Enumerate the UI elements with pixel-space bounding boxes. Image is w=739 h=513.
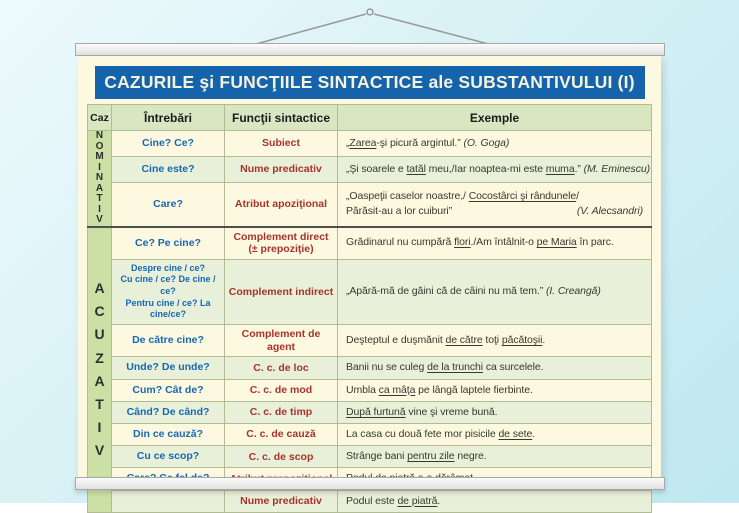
example-cell: Grădinarul nu cumpără flori./Am întâlnit-o pe Maria în parc. — [338, 227, 652, 260]
example-cell: Umbla ca mâţa pe lângă laptele fierbinte. — [338, 379, 652, 401]
table-row — [88, 357, 652, 379]
function-cell: Complement de agent — [225, 325, 338, 357]
top-hanger-rod — [75, 43, 665, 56]
example-cell: „Oaspeţii caselor noastre,/ Cocostârci şi rândunele/ Părăsit-au a lor cuiburi” (V. Alecsandri) — [338, 182, 652, 226]
function-cell: C. c. de cauză — [225, 423, 338, 445]
poster-title: CAZURILE şi FUNCŢIILE SINTACTICE ale SUBSTANTIVULUI (I) — [95, 66, 645, 99]
grammar-poster — [78, 56, 661, 507]
question-cell: Cine este? — [112, 156, 225, 182]
header-questions: Întrebări — [112, 105, 225, 131]
function-cell: C. c. de scop — [225, 446, 338, 468]
question-cell: Cine? Ce? — [112, 131, 225, 157]
table-row — [88, 446, 652, 468]
table-row — [88, 423, 652, 445]
cases-table — [87, 104, 652, 513]
question-cell — [112, 490, 225, 512]
bottom-hanger-rod — [75, 477, 665, 490]
function-cell: C. c. de loc — [225, 357, 338, 379]
table-row — [88, 182, 652, 226]
section-nominativ — [88, 131, 652, 227]
example-author: (V. Alecsandri) — [576, 205, 643, 218]
function-cell: Atribut apoziţional — [225, 182, 338, 226]
question-cell: Din ce cauză? — [112, 423, 225, 445]
table-row — [88, 379, 652, 401]
question-cell: Când? De când? — [112, 401, 225, 423]
function-cell: Complement indirect — [225, 259, 338, 324]
question-cell: Care? — [112, 182, 225, 226]
example-cell: „Apără-mă de găini că de câini nu mă tem.” (I. Creangă) — [338, 259, 652, 324]
function-cell: Complement direct (± prepoziţie) — [225, 227, 338, 260]
function-cell: Subiect — [225, 131, 338, 157]
function-cell: Nume predicativ — [225, 156, 338, 182]
header-functions: Funcţii sintactice — [225, 105, 338, 131]
section-acuzativ — [88, 227, 652, 513]
example-cell: „Zarea-şi picură argintul.” (O. Goga) — [338, 131, 652, 157]
function-cell: C. c. de timp — [225, 401, 338, 423]
table-row — [88, 227, 652, 260]
table-row — [88, 131, 652, 157]
question-cell: Cum? Cât de? — [112, 379, 225, 401]
case-label-acuzativ: A C U Z A T I V — [88, 227, 112, 513]
example-cell: Strânge bani pentru zile negre. — [338, 446, 652, 468]
table-header — [88, 105, 652, 131]
example-cell: „Şi soarele e tatăl meu,/Iar noaptea-mi este muma.” (M. Eminescu) — [338, 156, 652, 182]
function-cell: C. c. de mod — [225, 379, 338, 401]
question-cell: Unde? De unde? — [112, 357, 225, 379]
function-cell: Nume predicativ — [225, 490, 338, 512]
example-cell: Podul este de piatră. — [338, 490, 652, 512]
table-row — [88, 259, 652, 324]
hanger-ring — [367, 9, 373, 15]
table-row — [88, 490, 652, 512]
question-cell: Cu ce scop? — [112, 446, 225, 468]
header-examples: Exemple — [338, 105, 652, 131]
example-cell: La casa cu două fete mor pisicile de sete. — [338, 423, 652, 445]
question-cell: De către cine? — [112, 325, 225, 357]
table-row — [88, 401, 652, 423]
table-row — [88, 156, 652, 182]
question-cell: Ce? Pe cine? — [112, 227, 225, 260]
case-label-nominativ: N O M I N A T I V — [88, 131, 112, 227]
example-cell: Banii nu se culeg de la trunchi ca surcelele. — [338, 357, 652, 379]
table-row — [88, 325, 652, 357]
example-cell: Deşteptul e duşmănit de către toţi păcătoşii. — [338, 325, 652, 357]
question-cell: Despre cine / ce? Cu cine / ce? De cine / ce? Pentru cine / ce? La cine/ce? — [112, 259, 225, 324]
header-caz: Caz — [88, 105, 112, 131]
example-cell: După furtună vine şi vreme bună. — [338, 401, 652, 423]
